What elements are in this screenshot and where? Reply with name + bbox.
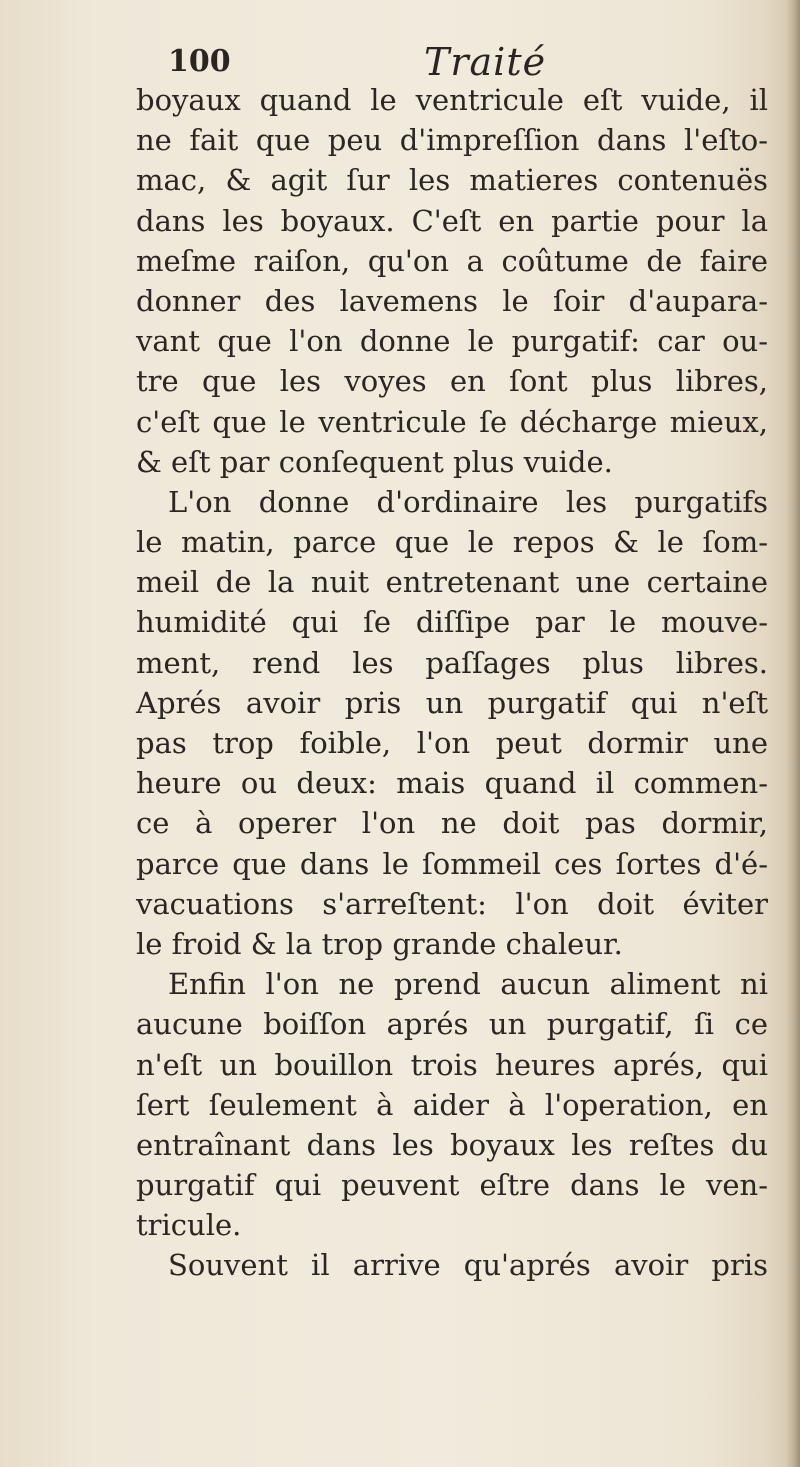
text-line: boyaux quand le ventricule eſt vuide, il (136, 83, 768, 117)
text-line: purgatif qui peuvent eſtre dans le ven- (136, 1168, 768, 1203)
paragraph-start-line: Enfin l'on ne prend aucun aliment ni (168, 967, 768, 1002)
text-line: dans les boyaux. C'eſt en partie pour la (136, 203, 768, 238)
text-line: mac, & agit ſur les matieres contenuës (136, 163, 768, 198)
text-line: ment, rend les paſſages plus libres. (136, 645, 768, 680)
text-line: Aprés avoir pris un purgatif qui n'eſt (136, 685, 768, 720)
paragraph-start-line: Souvent il arrive qu'aprés avoir pris (168, 1248, 768, 1283)
text-line: donner des lavemens le ſoir d'aupara- (136, 283, 768, 318)
paragraph-start-line: L'on donne d'ordinaire les purgatifs (168, 484, 768, 519)
text-line: entraînant dans les boyaux les reſtes du (136, 1127, 768, 1162)
running-title: Traité (424, 40, 547, 84)
text-line: & eſt par conſequent plus vuide. (136, 444, 613, 479)
text-line: aucune boiſſon aprés un purgatif, ſi ce (136, 1007, 768, 1042)
body-text (136, 80, 768, 1286)
text-line: heure ou deux: mais quand il commen- (136, 766, 768, 801)
text-line: tre que les voyes en ſont plus libres, (136, 364, 768, 399)
text-line: vant que l'on donne le purgatif: car ou- (136, 324, 768, 359)
text-line: parce que dans le ſommeil ces ſortes d'é- (136, 846, 768, 881)
text-line: n'eſt un bouillon trois heures aprés, qui (136, 1047, 768, 1082)
text-line: humidité qui ſe diſſipe par le mouve- (136, 605, 768, 640)
text-line: vacuations s'arreſtent: l'on doit éviter (136, 886, 768, 921)
text-line: ne fait que peu d'impreſſion dans l'eſto- (136, 123, 768, 158)
text-line: tricule. (136, 1208, 242, 1243)
text-line: pas trop foible, l'on peut dormir une (136, 726, 768, 760)
text-line: ſert ſeulement à aider à l'operation, en (136, 1087, 768, 1122)
text-line: meſme raiſon, qu'on a coûtume de faire (136, 243, 768, 278)
page-number: 100 (168, 44, 231, 79)
text-line: meil de la nuit entretenant une certaine (136, 565, 768, 600)
text-line: c'eſt que le ventricule ſe décharge mieux, (136, 404, 768, 439)
text-line: le matin, parce que le repos & le ſom- (136, 525, 768, 560)
text-line: le froid & la trop grande chaleur. (136, 926, 623, 961)
page-edge-shadow (786, 0, 800, 1467)
text-line: ce à operer l'on ne doit pas dormir, (136, 806, 768, 841)
